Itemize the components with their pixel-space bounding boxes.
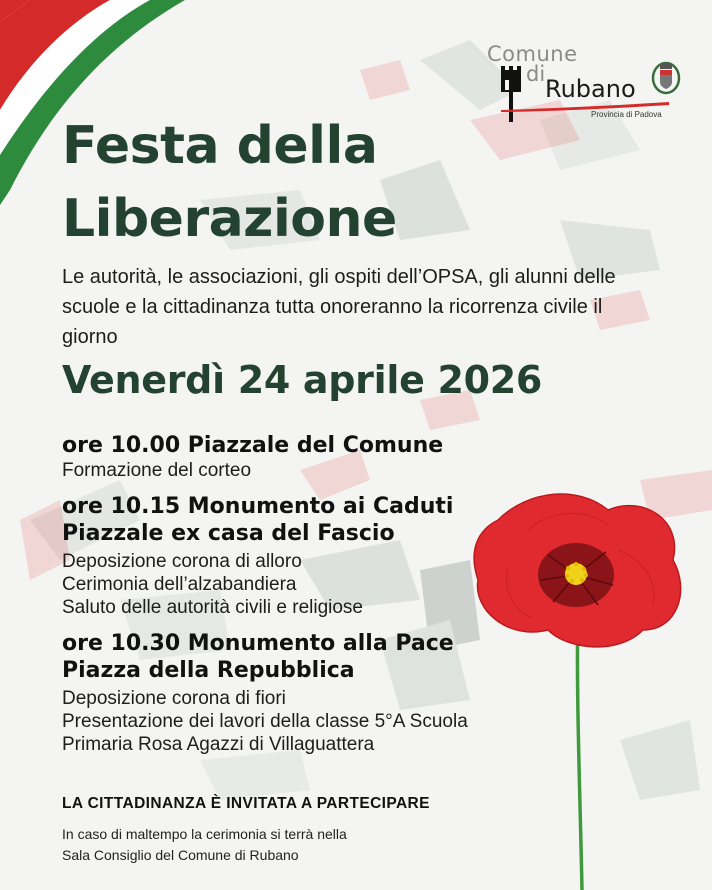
- schedule-item-1: [62, 432, 542, 482]
- schedule-heading: ore 10.00 Piazzale del Comune: [62, 433, 444, 458]
- crest-icon: [651, 60, 681, 96]
- schedule-detail: Deposizione corona di fiori: [62, 688, 286, 709]
- schedule-detail: Deposizione corona di alloro: [62, 551, 302, 572]
- event-date: Venerdì 24 aprile 2026: [62, 358, 543, 402]
- schedule-detail: Primaria Rosa Agazzi di Villaguattera: [62, 734, 375, 755]
- weather-note-line-1: In caso di maltempo la cerimonia si terrà nella: [62, 826, 347, 842]
- comune-logo: [487, 40, 687, 130]
- weather-note-line-2: Sala Consiglio del Comune di Rubano: [62, 847, 299, 863]
- tower-icon: [499, 66, 523, 122]
- schedule-detail: Cerimonia dell’alzabandiera: [62, 574, 297, 595]
- schedule-heading: Piazzale ex casa del Fascio: [62, 521, 395, 546]
- logo-di-text: di: [526, 62, 546, 86]
- page-title: [62, 110, 397, 256]
- schedule-detail: Saluto delle autorità civili e religiose: [62, 597, 363, 618]
- poppy-illustration: [468, 490, 690, 890]
- schedule-heading: ore 10.15 Monumento ai Caduti: [62, 494, 454, 519]
- title-line-2: Liberazione: [62, 188, 397, 249]
- intro-text: Le autorità, le associazioni, gli ospiti dell’OPSA, gli alunni delle scuole e la cittadinanza tutta onoreranno la ricorrenza civile il giorno: [62, 266, 616, 348]
- weather-note: [62, 824, 462, 866]
- invitation-text: LA CITTADINANZA È INVITATA A PARTECIPARE: [62, 795, 430, 812]
- logo-rubano-text: Rubano: [545, 75, 636, 103]
- logo-comune-text: Comune: [487, 42, 578, 66]
- schedule-heading: Piazza della Repubblica: [62, 658, 355, 683]
- logo-provincia-text: Provincia di Padova: [591, 110, 662, 119]
- title-line-1: Festa della: [62, 116, 378, 176]
- schedule-detail: Formazione del corteo: [62, 460, 252, 481]
- schedule-heading: ore 10.30 Monumento alla Pace: [62, 631, 454, 656]
- schedule-detail: Presentazione dei lavori della classe 5°A Scuola: [62, 711, 468, 732]
